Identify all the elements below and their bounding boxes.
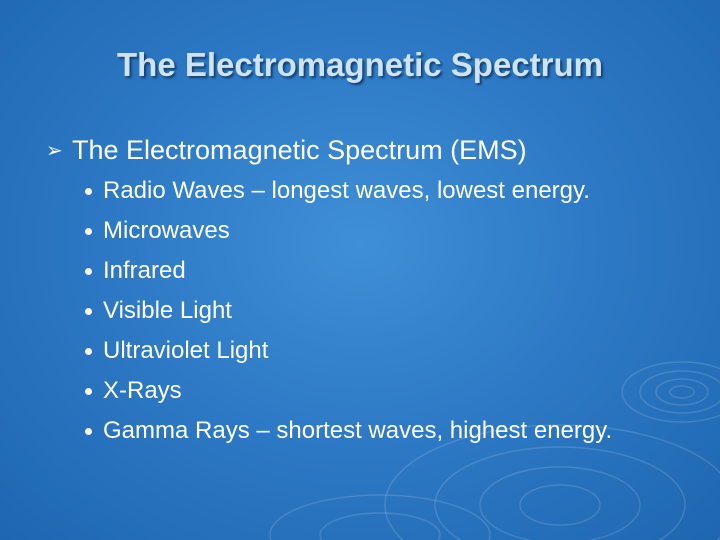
level1-text: The Electromagnetic Spectrum (EMS) xyxy=(72,135,527,165)
bullet-dot-icon xyxy=(85,388,92,395)
list-item xyxy=(83,176,693,206)
list-item-text: Infrared xyxy=(103,257,186,284)
list-item-text: Radio Waves – longest waves, lowest energy. xyxy=(103,177,590,204)
list-item-text: Visible Light xyxy=(103,297,232,324)
list-item-text: Ultraviolet Light xyxy=(103,337,269,364)
bullet-dot-icon xyxy=(85,228,92,235)
list-item xyxy=(83,336,693,366)
list-item-text: X-Rays xyxy=(103,377,182,404)
list-item-text: Gamma Rays – shortest waves, highest energy. xyxy=(103,417,613,444)
slide-title: The Electromagnetic Spectrum xyxy=(117,46,603,83)
list-item-text: Microwaves xyxy=(103,217,230,244)
spectrum-list xyxy=(83,176,693,446)
list-item xyxy=(83,296,693,326)
bullet-dot-icon xyxy=(85,268,92,275)
list-item xyxy=(83,256,693,286)
arrow-bullet-icon: ➢ xyxy=(46,140,63,162)
bullet-dot-icon xyxy=(85,428,92,435)
bullet-dot-icon xyxy=(85,348,92,355)
list-item xyxy=(83,416,623,446)
list-item xyxy=(83,376,693,406)
bullet-dot-icon xyxy=(85,308,92,315)
bullet-dot-icon xyxy=(85,188,92,195)
level1-bullet xyxy=(46,135,527,166)
list-item xyxy=(83,216,693,246)
